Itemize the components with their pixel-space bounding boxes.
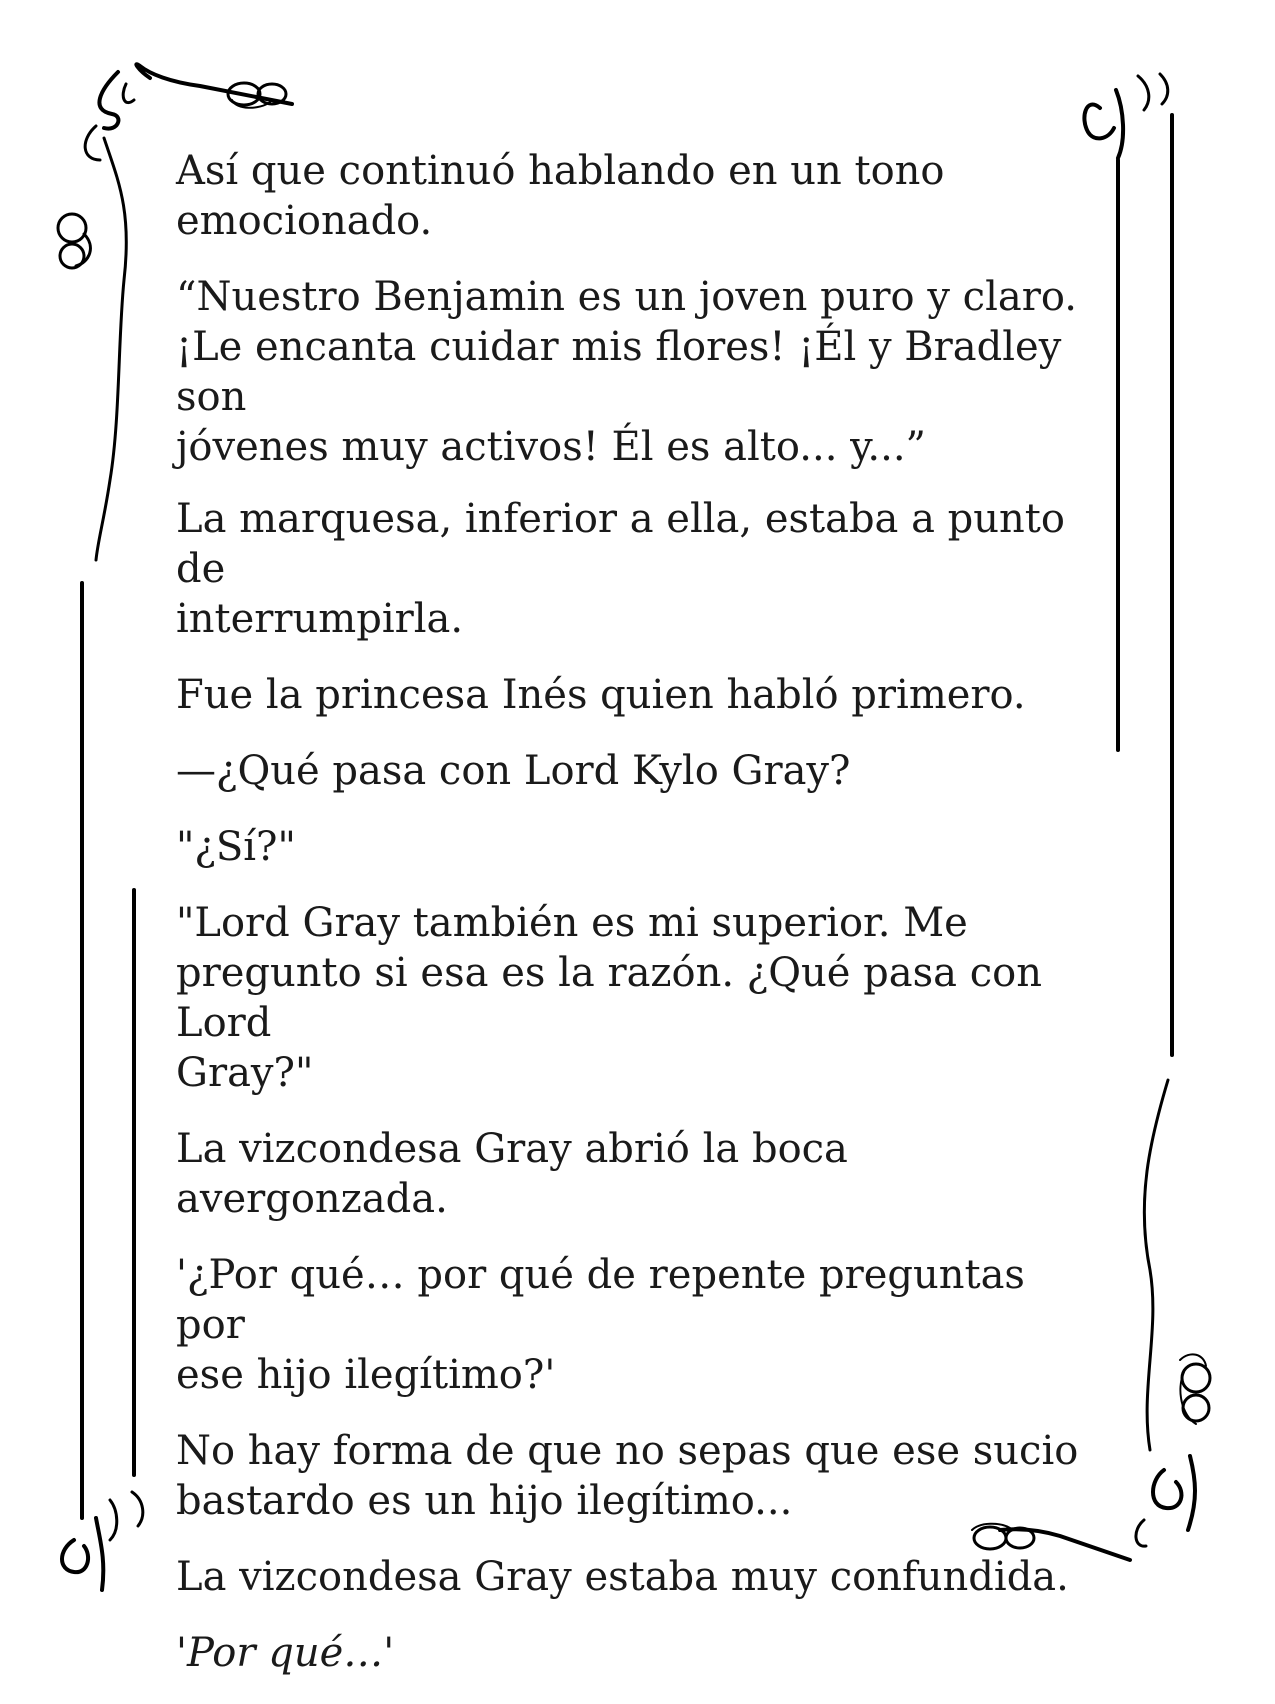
paragraph <box>176 146 1096 246</box>
text-line: La vizcondesa Gray estaba muy confundida. <box>176 1554 1069 1600</box>
paragraph <box>176 1552 1096 1602</box>
text-line: '¿Por qué… por qué de repente preguntas por <box>176 1252 1025 1348</box>
paragraph <box>176 494 1096 644</box>
paragraph <box>176 1426 1096 1526</box>
text-line: 'Por qué…' <box>176 1630 395 1676</box>
paragraph <box>176 1124 1096 1224</box>
text-line: emocionado. <box>176 198 433 244</box>
text-line: Fue la princesa Inés quien habló primero. <box>176 672 1026 718</box>
top-right-flourish <box>1084 74 1167 158</box>
text-line: La marquesa, inferior a ella, estaba a punto de <box>176 496 1065 592</box>
story-text <box>176 146 1096 1704</box>
paragraph <box>176 272 1096 472</box>
text-line: jóvenes muy activos! Él es alto... y...” <box>176 424 926 470</box>
text-line: ese hijo ilegítimo?' <box>176 1352 556 1398</box>
text-line: Así que continuó hablando en un tono <box>176 148 945 194</box>
text-line: Gray?" <box>176 1050 314 1096</box>
text-line: La vizcondesa Gray abrió la boca avergonzada. <box>176 1126 848 1222</box>
text-line: "¿Sí?" <box>176 824 296 870</box>
text-line: —¿Qué pasa con Lord Kylo Gray? <box>176 748 851 794</box>
bottom-left-flourish <box>62 1492 143 1590</box>
text-line: No hay forma de que no sepas que ese sucio <box>176 1428 1079 1474</box>
text-line: interrumpirla. <box>176 596 464 642</box>
paragraph <box>176 670 1096 720</box>
text-line: pregunto si esa es la razón. ¿Qué pasa con Lord <box>176 950 1042 1046</box>
text-line: ¡Le encanta cuidar mis flores! ¡Él y Bradley son <box>176 324 1062 420</box>
paragraph <box>176 898 1096 1098</box>
paragraph <box>176 1250 1096 1400</box>
text-line: "Lord Gray también es mi superior. Me <box>176 900 968 946</box>
paragraph <box>176 1628 1096 1678</box>
paragraph <box>176 746 1096 796</box>
text-line: bastardo es un hijo ilegítimo... <box>176 1478 793 1524</box>
paragraph <box>176 822 1096 872</box>
text-line: “Nuestro Benjamin es un joven puro y claro. <box>176 274 1077 320</box>
